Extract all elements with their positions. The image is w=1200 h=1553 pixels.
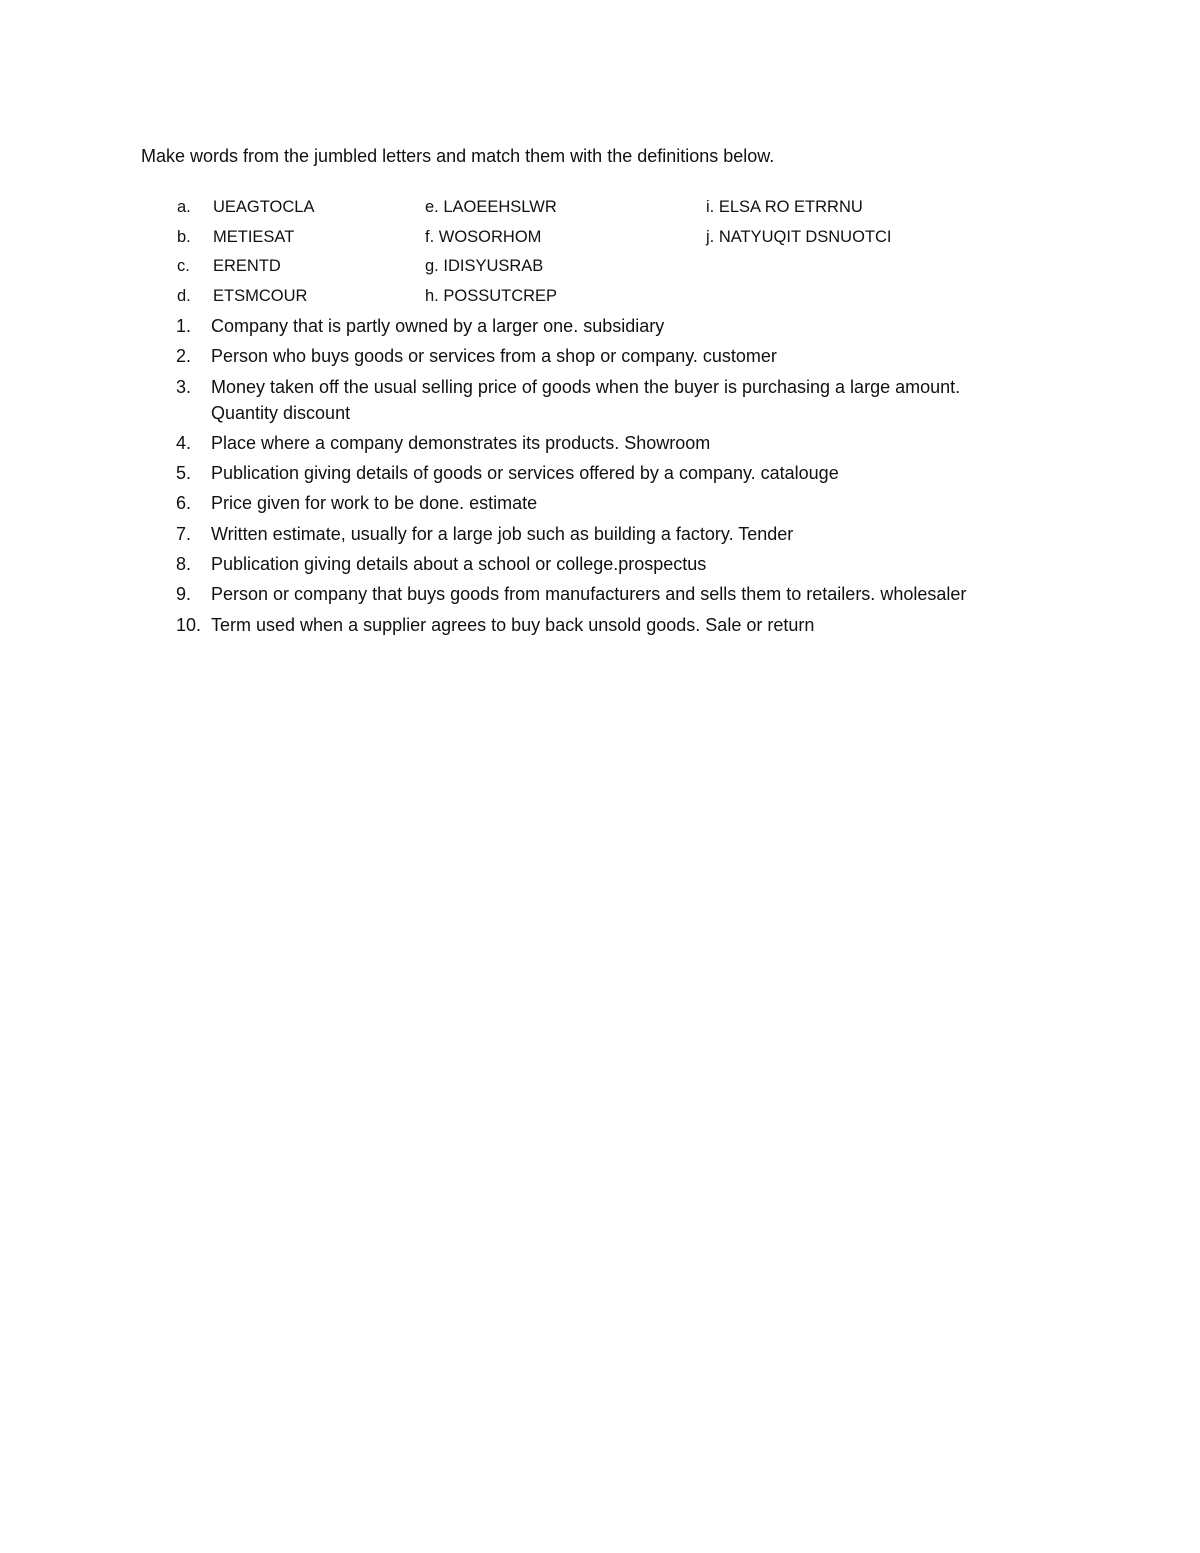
jumbled-words-list <box>0 194 1200 312</box>
jumbled-item <box>425 194 557 220</box>
definition-item <box>0 521 1200 551</box>
definition-number: 1. <box>176 316 192 336</box>
definition-item <box>0 490 1200 520</box>
jumbled-marker: e. <box>425 198 439 216</box>
jumbled-item <box>425 283 557 309</box>
jumbled-marker: c. <box>177 257 190 275</box>
jumbled-row <box>0 194 1200 224</box>
definition-number: 8. <box>176 554 192 575</box>
definition-number: 7. <box>176 523 192 544</box>
jumbled-item <box>177 283 307 309</box>
jumbled-word: ERENTD <box>213 257 281 275</box>
definition-text: Place where a company demonstrates its products. Showroom <box>211 432 711 453</box>
jumbled-marker: f. <box>425 227 435 246</box>
definition-number: 3. <box>176 376 192 397</box>
jumbled-word: WOSORHOM <box>438 227 542 246</box>
jumbled-word: ETSMCOUR <box>213 286 308 305</box>
jumbled-marker: b. <box>177 227 191 246</box>
instruction-text: Make words from the jumbled letters and match them with the definitions below. <box>141 146 775 166</box>
definition-number: 9. <box>176 584 192 605</box>
jumbled-marker: h. <box>425 286 439 305</box>
definition-item <box>0 612 1200 642</box>
definition-item <box>0 581 1200 611</box>
jumbled-row <box>0 253 1200 283</box>
definition-item <box>0 551 1200 581</box>
definition-text: Person or company that buys goods from manufacturers and sells them to retailers. wholesaler <box>211 584 967 605</box>
definition-text: Written estimate, usually for a large job such as building a factory. Tender <box>211 523 794 544</box>
jumbled-word: UEAGTOCLA <box>213 198 315 216</box>
jumbled-row <box>0 224 1200 254</box>
definition-item <box>0 343 1200 373</box>
definition-number: 4. <box>176 432 192 453</box>
definition-number: 5. <box>176 463 192 484</box>
jumbled-item <box>706 194 863 220</box>
jumbled-word: POSSUTCREP <box>443 286 558 305</box>
definition-text: Price given for work to be done. estimate <box>211 493 538 514</box>
definition-text: Money taken off the usual selling price of goods when the buyer is purchasing a large amount. <box>211 376 961 397</box>
jumbled-item <box>177 194 314 220</box>
definition-text-continuation: Quantity discount <box>211 402 351 423</box>
jumbled-marker: d. <box>177 286 191 305</box>
definition-text: Person who buys goods or services from a shop or company. customer <box>211 346 777 367</box>
jumbled-word: IDISYUSRAB <box>443 257 544 275</box>
definition-item <box>0 460 1200 490</box>
definition-text: Publication giving details of goods or services offered by a company. catalouge <box>211 463 839 484</box>
jumbled-marker: j. <box>706 227 715 246</box>
jumbled-marker: g. <box>425 257 439 275</box>
definition-item <box>0 313 1200 343</box>
definitions-list <box>0 313 1200 642</box>
jumbled-row <box>0 283 1200 313</box>
definition-number: 6. <box>176 493 192 514</box>
definition-number: 2. <box>176 346 192 367</box>
definition-number: 10. <box>176 614 202 635</box>
jumbled-word: METIESAT <box>213 227 295 246</box>
definition-text: Publication giving details about a school or college.prospectus <box>211 554 707 575</box>
jumbled-marker: a. <box>177 198 191 216</box>
jumbled-item <box>425 224 541 250</box>
jumbled-item <box>177 253 281 279</box>
jumbled-item <box>177 224 294 250</box>
definition-item <box>0 430 1200 460</box>
jumbled-item <box>425 253 543 279</box>
jumbled-word: ELSA RO ETRRNU <box>718 198 863 216</box>
jumbled-word: LAOEEHSLWR <box>443 198 557 216</box>
definition-item <box>0 374 1200 430</box>
jumbled-marker: i. <box>706 198 715 216</box>
definition-text: Company that is partly owned by a larger one. subsidiary <box>211 316 665 336</box>
definition-text: Term used when a supplier agrees to buy back unsold goods. Sale or return <box>211 614 815 635</box>
jumbled-item <box>706 224 892 250</box>
jumbled-word: NATYUQIT DSNUOTCI <box>718 227 892 246</box>
